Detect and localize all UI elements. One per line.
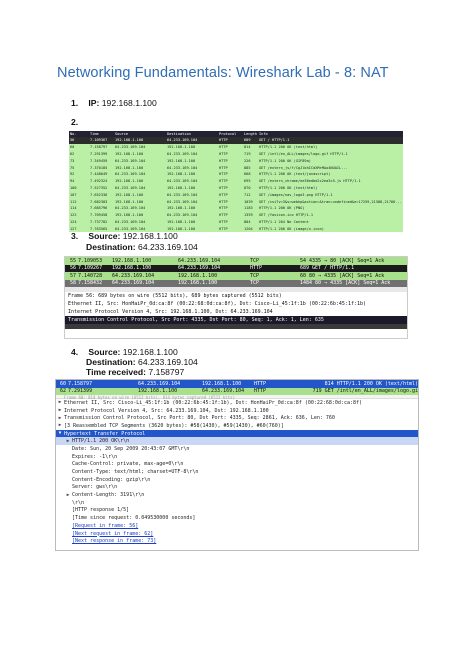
detail-line[interactable]: Frame 56: 689 bytes on wire (5512 bits), 689 bytes captured (5512 bits) (68, 293, 282, 299)
detail-line[interactable] (56, 437, 418, 445)
packet-cell: 7.109267 (78, 265, 103, 272)
packet-row[interactable] (69, 178, 403, 185)
packet-cell: HTTP (254, 388, 267, 395)
packet-cell: GET /csi?v=3&s=webhp&action=&tran=undefined&e=17259,21588,21766... (259, 199, 402, 204)
detail-text: Ethernet II, Src: Cisco-Li_45:1f:1b (00:22:6b:45:1f:1b), Dst: HonHaiPr_0d:ca:8f (00:22:68:0d:ca:8f) (64, 399, 363, 406)
frame-link[interactable]: [Next request in frame: 62] (72, 530, 154, 537)
packet-cell: HTTP (219, 206, 228, 211)
detail-line[interactable] (56, 414, 418, 422)
column-header[interactable]: Info (259, 132, 268, 136)
packet-cell: 7.763565 (90, 226, 108, 231)
packet-row[interactable] (69, 198, 403, 205)
detail-line[interactable] (56, 491, 418, 499)
detail-text: [HTTP response 1/5] (72, 507, 130, 514)
detail-line[interactable]: Transmission Control Protocol, Src Port: 4335, Dst Port: 80, Seq: 1, Ack: 1, Len: 635 (65, 316, 407, 324)
packet-cell: 192.168.1.100 (115, 151, 144, 156)
packet-cell: 100 (70, 185, 77, 190)
packet-row[interactable] (65, 272, 407, 280)
answer-1-value: 192.168.1.100 (101, 98, 157, 108)
detail-text: HTTP/1.1 200 OK\r\n (72, 438, 130, 445)
packet-cell: 64.233.169.104 (115, 206, 146, 211)
packet-cell: 54 4335 → 80 [ACK] Seq=1 Ack (300, 257, 385, 264)
detail-line[interactable] (56, 507, 418, 515)
packet-cell: HTTP (219, 192, 228, 197)
answer-2-number: 2. (71, 117, 79, 127)
packet-cell: HTTP/1.1 200 OK (image/x-icon) (259, 226, 324, 231)
packet-row[interactable] (69, 185, 403, 192)
packet-cell: 1484 80 → 4335 [ACK] Seq=1 Ack (300, 280, 391, 287)
packet-cell: 7.492324 (90, 179, 108, 184)
packet-cell: HTTP/1.1 200 OK (text/javascript) (259, 172, 331, 177)
detail-text: Expires: -1\r\n (72, 453, 118, 460)
packet-cell: HTTP (219, 226, 228, 231)
detail-line[interactable] (56, 453, 418, 461)
packet-cell: 7.158797 (68, 380, 93, 387)
detail-text: Cache-Control: private, max-age=0\r\n (72, 461, 184, 468)
packet-cell: 60 (70, 145, 75, 150)
packet-cell: HTTP (219, 185, 228, 190)
packet-row[interactable] (69, 151, 403, 158)
packet-cell: HTTP (219, 172, 228, 177)
packet-row[interactable] (69, 191, 403, 198)
expand-arrow-icon[interactable]: ▶ (66, 438, 70, 444)
packet-cell: 719 (244, 151, 251, 156)
packet-cell: TCP (250, 257, 260, 264)
packet-cell: GET /extern_js/f/CgJlbhICdXMrMAo4NUAIL... (259, 165, 348, 170)
packet-cell: 192.168.1.100 (138, 388, 178, 395)
packet-cell: 7.370185 (90, 165, 108, 170)
expand-arrow-icon[interactable]: ▶ (58, 415, 62, 421)
packet-cell: TCP (250, 272, 260, 279)
packet-cell: GET /favicon.ico HTTP/1.1 (259, 213, 314, 218)
packet-row[interactable] (69, 219, 403, 226)
column-header[interactable]: Length (244, 132, 257, 136)
packet-cell: 7.140728 (78, 272, 103, 279)
packet-cell: HTTP/1.1 200 OK (text/html) (259, 145, 318, 150)
column-header[interactable]: No. (70, 132, 77, 136)
packet-row[interactable] (69, 157, 403, 164)
packet-cell: 107 (70, 192, 77, 197)
collapse-arrow-icon[interactable]: ▼ (58, 431, 62, 437)
packet-cell: 127 (70, 226, 77, 231)
answer-4-time-label: Time received: (86, 367, 147, 377)
packet-cell: 64.233.169.104 (115, 172, 146, 177)
packet-cell: 64.233.169.104 (167, 138, 198, 143)
packet-cell: 62 (59, 388, 66, 395)
packet-row[interactable] (69, 205, 403, 212)
packet-cell: 192.168.1.100 (202, 380, 242, 387)
answer-4-time (86, 367, 184, 377)
packet-row[interactable] (69, 212, 403, 219)
packet-cell: 192.168.1.100 (167, 158, 196, 163)
detail-line[interactable] (56, 522, 418, 530)
packet-cell: 192.168.1.100 (115, 213, 144, 218)
packet-cell: 192.168.1.100 (115, 179, 144, 184)
packet-cell: 64.233.169.104 (167, 213, 198, 218)
packet-cell: 885 (244, 165, 251, 170)
page-title: Networking Fundamentals: Wireshark Lab - 8: NAT (57, 65, 389, 81)
packet-cell: 60 (59, 380, 66, 387)
packet-cell: 814 HTTP/1.1 200 OK (text/html) (324, 380, 418, 387)
packet-cell: 1359 (244, 213, 253, 218)
packet-cell: 192.168.1.100 (178, 280, 218, 287)
packet-cell: HTTP (250, 265, 263, 272)
packet-cell: 712 (244, 192, 251, 197)
detail-line[interactable]: Ethernet II, Src: HonHaiPr_0d:ca:8f (00:22:68:0d:ca:8f), Dst: Cisco-Li_45:1f:1b (00:22:6b:45:1f:1b) (68, 301, 367, 307)
truncated-detail-line: Frame 60: 814 bytes on wire (6512 bits), 814 bytes captured (6512 bits) (56, 395, 418, 399)
packet-row[interactable] (65, 280, 407, 288)
answer-3-source-label: Source: (88, 231, 121, 241)
packet-cell: 192.168.1.100 (167, 206, 196, 211)
packet-cell: 7.349459 (90, 158, 108, 163)
packet-cell: 92 (70, 172, 75, 177)
packet-cell: 64.233.169.104 (167, 179, 198, 184)
packet-cell: 7.158432 (78, 280, 103, 287)
answer-1 (71, 98, 157, 108)
detail-text: Server: gws\r\n (72, 484, 118, 491)
detail-line[interactable] (56, 407, 418, 415)
packet-row[interactable] (69, 171, 403, 178)
packet-cell: 64.233.169.104 (115, 158, 146, 163)
packet-row[interactable] (56, 380, 418, 388)
detail-line[interactable] (56, 514, 418, 522)
packet-row[interactable] (69, 164, 403, 171)
answer-2 (71, 117, 86, 127)
packet-cell: 7.291399 (68, 388, 93, 395)
packet-cell: 1204 (244, 226, 253, 231)
packet-cell: 7.158797 (90, 145, 108, 150)
packet-cell: HTTP/1.1 204 No Content (259, 219, 309, 224)
packet-cell: 112 (70, 199, 77, 204)
packet-cell: 64.233.169.104 (178, 257, 221, 264)
detail-text: [3 Reassembled TCP Segments (3620 bytes): #58(1430), #59(1430), #60(760)] (64, 422, 284, 429)
packet-cell: 56 (70, 138, 75, 143)
answer-3-dest-value: 64.233.169.104 (138, 242, 198, 252)
packet-cell: 122 (70, 213, 77, 218)
packet-cell: HTTP/1.1 200 OK (text/html) (259, 185, 318, 190)
packet-cell: 64.233.169.104 (167, 165, 198, 170)
detail-text: Internet Protocol Version 4, Src: 64.233.169.104, Dst: 192.168.1.100 (64, 407, 269, 414)
answer-3-source-value: 192.168.1.100 (122, 231, 178, 241)
detail-line[interactable] (56, 422, 418, 430)
answer-4-time-value: 7.158797 (148, 367, 185, 377)
detail-text: [Time since request: 0.049530000 seconds] (72, 515, 196, 522)
packet-cell: 192.168.1.100 (115, 165, 144, 170)
detail-text: Content-Type: text/html; charset=UTF-8\r\n (72, 469, 199, 476)
frame-link[interactable]: [Request in frame: 56] (72, 522, 139, 529)
packet-cell: 64.233.169.104 (167, 199, 198, 204)
column-header[interactable]: Protocol (219, 132, 237, 136)
packet-cell: 7.109367 (90, 138, 108, 143)
column-header[interactable]: Source (115, 132, 128, 136)
packet-cell: 64.233.169.104 (138, 380, 181, 387)
answer-3-number: 3. (71, 231, 79, 241)
packet-cell: 192.168.1.100 (167, 172, 196, 177)
answer-4-source-label: Source: (88, 347, 121, 357)
packet-cell: 192.168.1.100 (112, 265, 152, 272)
packet-cell: 192.168.1.100 (167, 145, 196, 150)
packet-cell: 64.233.169.104 (167, 151, 198, 156)
answer-1-number: 1. (71, 98, 79, 108)
detail-line[interactable] (56, 484, 418, 492)
packet-cell: HTTP (219, 213, 228, 218)
detail-text: Content-Encoding: gzip\r\n (72, 476, 151, 483)
packet-cell: 73 (70, 158, 75, 163)
packet-cell: 64.233.169.104 (115, 219, 146, 224)
column-header[interactable]: Time (90, 132, 99, 136)
packet-cell: HTTP (219, 151, 228, 156)
packet-cell: 64.233.169.104 (112, 272, 155, 279)
packet-cell: 1039 (244, 199, 253, 204)
packet-cell: HTTP/1.1 200 OK (GIF89a) (259, 158, 311, 163)
packet-cell: 804 (244, 219, 251, 224)
packet-row[interactable] (65, 257, 407, 265)
packet-cell: 7.291399 (90, 151, 108, 156)
packet-cell: 58 (69, 280, 76, 287)
answer-4-dest-value: 64.233.169.104 (138, 357, 198, 367)
packet-row[interactable] (69, 144, 403, 151)
packet-cell: 1183 (244, 206, 253, 211)
packet-cell: HTTP (219, 145, 228, 150)
packet-cell: 60 80 → 4335 [ACK] Seq=1 Ack (300, 272, 385, 279)
packet-cell: HTTP (219, 219, 228, 224)
packet-cell: HTTP (219, 158, 228, 163)
answer-4 (71, 347, 178, 357)
packet-cell: 192.168.1.100 (167, 219, 196, 224)
packet-cell: HTTP (219, 199, 228, 204)
packet-row[interactable] (56, 388, 418, 396)
detail-line[interactable] (56, 476, 418, 484)
packet-cell: 64.233.169.104 (167, 192, 198, 197)
detail-line[interactable] (56, 461, 418, 469)
packet-cell: GET /images/nav_logo3.png HTTP/1.1 (259, 192, 333, 197)
expand-arrow-icon[interactable]: ▶ (66, 492, 70, 498)
wireshark-capture-get-request (64, 256, 408, 339)
packet-cell: 7.652336 (90, 192, 108, 197)
expand-arrow-icon[interactable]: ▶ (58, 400, 62, 406)
packet-cell: 7.448649 (90, 172, 108, 177)
packet-cell: 689 (244, 138, 251, 143)
packet-cell: 64.233.169.104 (178, 265, 221, 272)
packet-cell: 62 (70, 151, 75, 156)
frame-link[interactable]: [Next response in frame: 73] (72, 538, 157, 545)
answer-4-number: 4. (71, 347, 79, 357)
packet-cell: 192.168.1.100 (115, 138, 144, 143)
detail-text: Date: Sun, 20 Sep 2009 20:43:07 GMT\r\n (72, 445, 190, 452)
packet-cell: HTTP (219, 138, 228, 143)
packet-cell: 192.168.1.100 (115, 192, 144, 197)
packet-cell: 7.709458 (90, 213, 108, 218)
detail-text: \r\n (72, 499, 85, 506)
packet-cell: 7.685796 (90, 206, 108, 211)
packet-cell: 57 (69, 272, 76, 279)
packet-cell: 192.168.1.100 (167, 185, 196, 190)
packet-cell: HTTP (219, 179, 228, 184)
column-header[interactable]: Destination (167, 132, 191, 136)
packet-cell: HTTP (219, 165, 228, 170)
detail-text: Content-Length: 3191\r\n (72, 492, 145, 499)
packet-cell: 55 (69, 257, 76, 264)
packet-cell: HTTP/1.1 200 OK (PNG) (259, 206, 305, 211)
packet-cell: 7.682303 (90, 199, 108, 204)
detail-line[interactable] (56, 537, 418, 545)
detail-line[interactable] (56, 468, 418, 476)
packet-cell: 7.109053 (78, 257, 103, 264)
packet-cell: GET /intl/en_ALL/images/logo.gif HTTP/1.1 (259, 151, 348, 156)
packet-cell: 75 (70, 165, 75, 170)
packet-cell: GET / HTTP/1.1 (259, 138, 290, 143)
detail-line[interactable] (56, 499, 418, 507)
answer-3-destination (86, 242, 198, 252)
packet-cell: 695 (244, 179, 251, 184)
packet-cell: 56 (69, 265, 76, 272)
packet-cell: HTTP (254, 380, 267, 387)
packet-cell: 814 (244, 145, 251, 150)
packet-cell: TCP (250, 280, 260, 287)
packet-cell: 64.233.169.104 (115, 226, 146, 231)
detail-line[interactable] (56, 399, 418, 407)
packet-cell: 114 (70, 206, 77, 211)
expand-arrow-icon[interactable]: ▶ (58, 423, 62, 429)
packet-cell: 192.168.1.100 (115, 199, 144, 204)
expand-arrow-icon[interactable]: ▶ (58, 408, 62, 414)
detail-line[interactable] (56, 530, 418, 538)
status-bar (65, 324, 407, 329)
packet-cell: 192.168.1.100 (167, 226, 196, 231)
answer-4-dest-label: Destination: (86, 357, 136, 367)
wireshark-capture-http-list (69, 131, 403, 231)
packet-cell: 7.737782 (90, 219, 108, 224)
packet-cell: 124 (70, 219, 77, 224)
packet-cell: 719 GET /intl/en_ALL/images/logo.gi (312, 388, 418, 395)
answer-4-source-value: 192.168.1.100 (122, 347, 178, 357)
packet-cell: GET /extern_chrome/ee36edbd2c2ea3c5.js HTTP/1.1 (259, 179, 361, 184)
packet-cell: 94 (70, 179, 75, 184)
wireshark-capture-http-response (55, 379, 419, 551)
detail-line[interactable]: Internet Protocol Version 4, Src: 192.168.1.100, Dst: 64.233.169.104 (68, 309, 273, 315)
packet-cell: 64.233.169.104 (202, 388, 245, 395)
packet-cell: 192.168.1.100 (178, 272, 218, 279)
detail-line[interactable] (56, 445, 418, 453)
packet-cell: 870 (244, 185, 251, 190)
packet-cell: 7.527352 (90, 185, 108, 190)
packet-cell: 689 GET / HTTP/1.1 (300, 265, 355, 272)
answer-3-dest-label: Destination: (86, 242, 136, 252)
answer-3 (71, 231, 178, 241)
packet-cell: 192.168.1.100 (112, 257, 152, 264)
packet-cell: 64.233.169.104 (112, 280, 155, 287)
answer-1-label: IP: (88, 98, 100, 108)
detail-text: Transmission Control Protocol, Src Port: 80, Dst Port: 4335, Seq: 2861, Ack: 636, Len: 760 (64, 415, 335, 422)
packet-cell: 64.233.169.104 (115, 185, 146, 190)
packet-cell: 226 (244, 158, 251, 163)
answer-4-destination (86, 357, 198, 367)
packet-cell: 668 (244, 172, 251, 177)
packet-row[interactable] (65, 265, 407, 273)
packet-cell: 64.233.169.104 (115, 145, 146, 150)
detail-line[interactable] (56, 430, 418, 438)
detail-text: Hypertext Transfer Protocol (64, 430, 146, 437)
packet-row[interactable] (69, 137, 403, 144)
